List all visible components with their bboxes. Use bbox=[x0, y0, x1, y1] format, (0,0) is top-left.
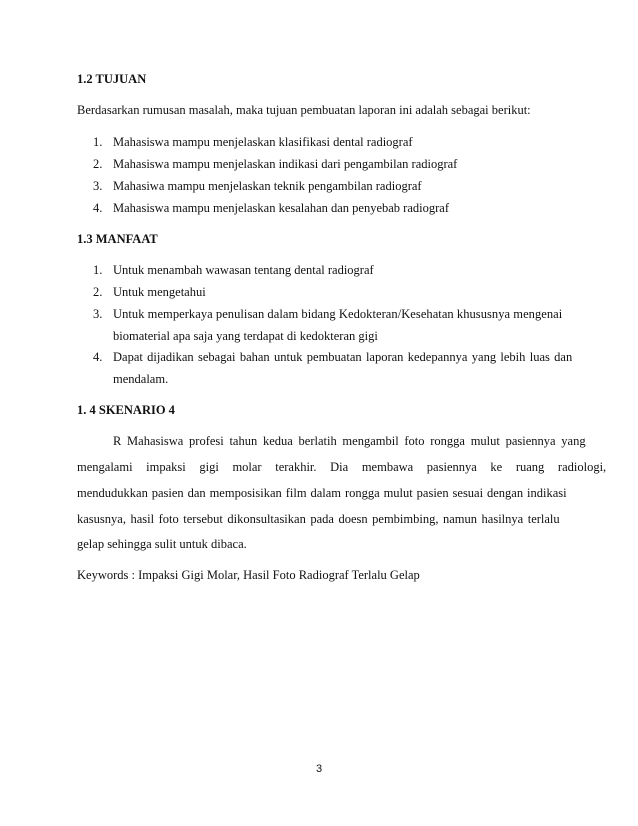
manfaat-item-text: Untuk memperkaya penulisan dalam bidang Kedokteran/Kesehatan khususnya mengenai bbox=[113, 307, 563, 321]
skenario-paragraph-line: mengalami impaksi gigi molar terakhir. Dia membawa pasiennya ke ruang radiologi, bbox=[77, 460, 607, 474]
skenario-paragraph-line: R Mahasiswa profesi tahun kedua berlatih mengambil foto rongga mulut pasiennya yang bbox=[113, 434, 586, 448]
page-number: 3 bbox=[315, 763, 323, 775]
tujuan-item-number: 4. bbox=[93, 201, 103, 215]
manfaat-item-text: Untuk menambah wawasan tentang dental radiograf bbox=[113, 263, 374, 277]
skenario-paragraph-line: mendudukkan pasien dan memposisikan film dalam rongga mulut pasien sesuai dengan indikasi bbox=[77, 486, 567, 500]
manfaat-item-text: Untuk mengetahui bbox=[113, 285, 206, 299]
manfaat-item-number: 2. bbox=[93, 285, 103, 299]
tujuan-item-text: Mahasiwa mampu menjelaskan teknik pengambilan radiograf bbox=[113, 179, 422, 193]
tujuan-item-number: 1. bbox=[93, 135, 103, 149]
section-heading-tujuan: 1.2 TUJUAN bbox=[77, 72, 147, 86]
manfaat-item-number: 1. bbox=[93, 263, 103, 277]
manfaat-item-number: 3. bbox=[93, 307, 103, 321]
manfaat-item-text: Dapat dijadikan sebagai bahan untuk pembuatan laporan kedepannya yang lebih luas dan bbox=[113, 350, 573, 364]
tujuan-item-number: 2. bbox=[93, 157, 103, 171]
tujuan-intro: Berdasarkan rumusan masalah, maka tujuan pembuatan laporan ini adalah sebagai berikut: bbox=[77, 103, 531, 117]
skenario-paragraph-line: gelap sehingga sulit untuk dibaca. bbox=[77, 537, 247, 551]
tujuan-item-number: 3. bbox=[93, 179, 103, 193]
skenario-paragraph-line: kasusnya, hasil foto tersebut dikonsultasikan pada doesn pembimbing, namun hasilnya terlalu bbox=[77, 512, 560, 526]
tujuan-item-text: Mahasiswa mampu menjelaskan indikasi dari pengambilan radiograf bbox=[113, 157, 458, 171]
manfaat-item-number: 4. bbox=[93, 350, 103, 364]
section-heading-manfaat: 1.3 MANFAAT bbox=[77, 232, 158, 246]
section-heading-skenario: 1. 4 SKENARIO 4 bbox=[77, 403, 175, 417]
tujuan-item-text: Mahasiswa mampu menjelaskan klasifikasi dental radiograf bbox=[113, 135, 413, 149]
manfaat-item-text: mendalam. bbox=[113, 372, 169, 386]
tujuan-item-text: Mahasiswa mampu menjelaskan kesalahan dan penyebab radiograf bbox=[113, 201, 449, 215]
keywords-line: Keywords : Impaksi Gigi Molar, Hasil Foto Radiograf Terlalu Gelap bbox=[77, 568, 420, 582]
manfaat-item-text: biomaterial apa saja yang terdapat di kedokteran gigi bbox=[113, 329, 378, 343]
